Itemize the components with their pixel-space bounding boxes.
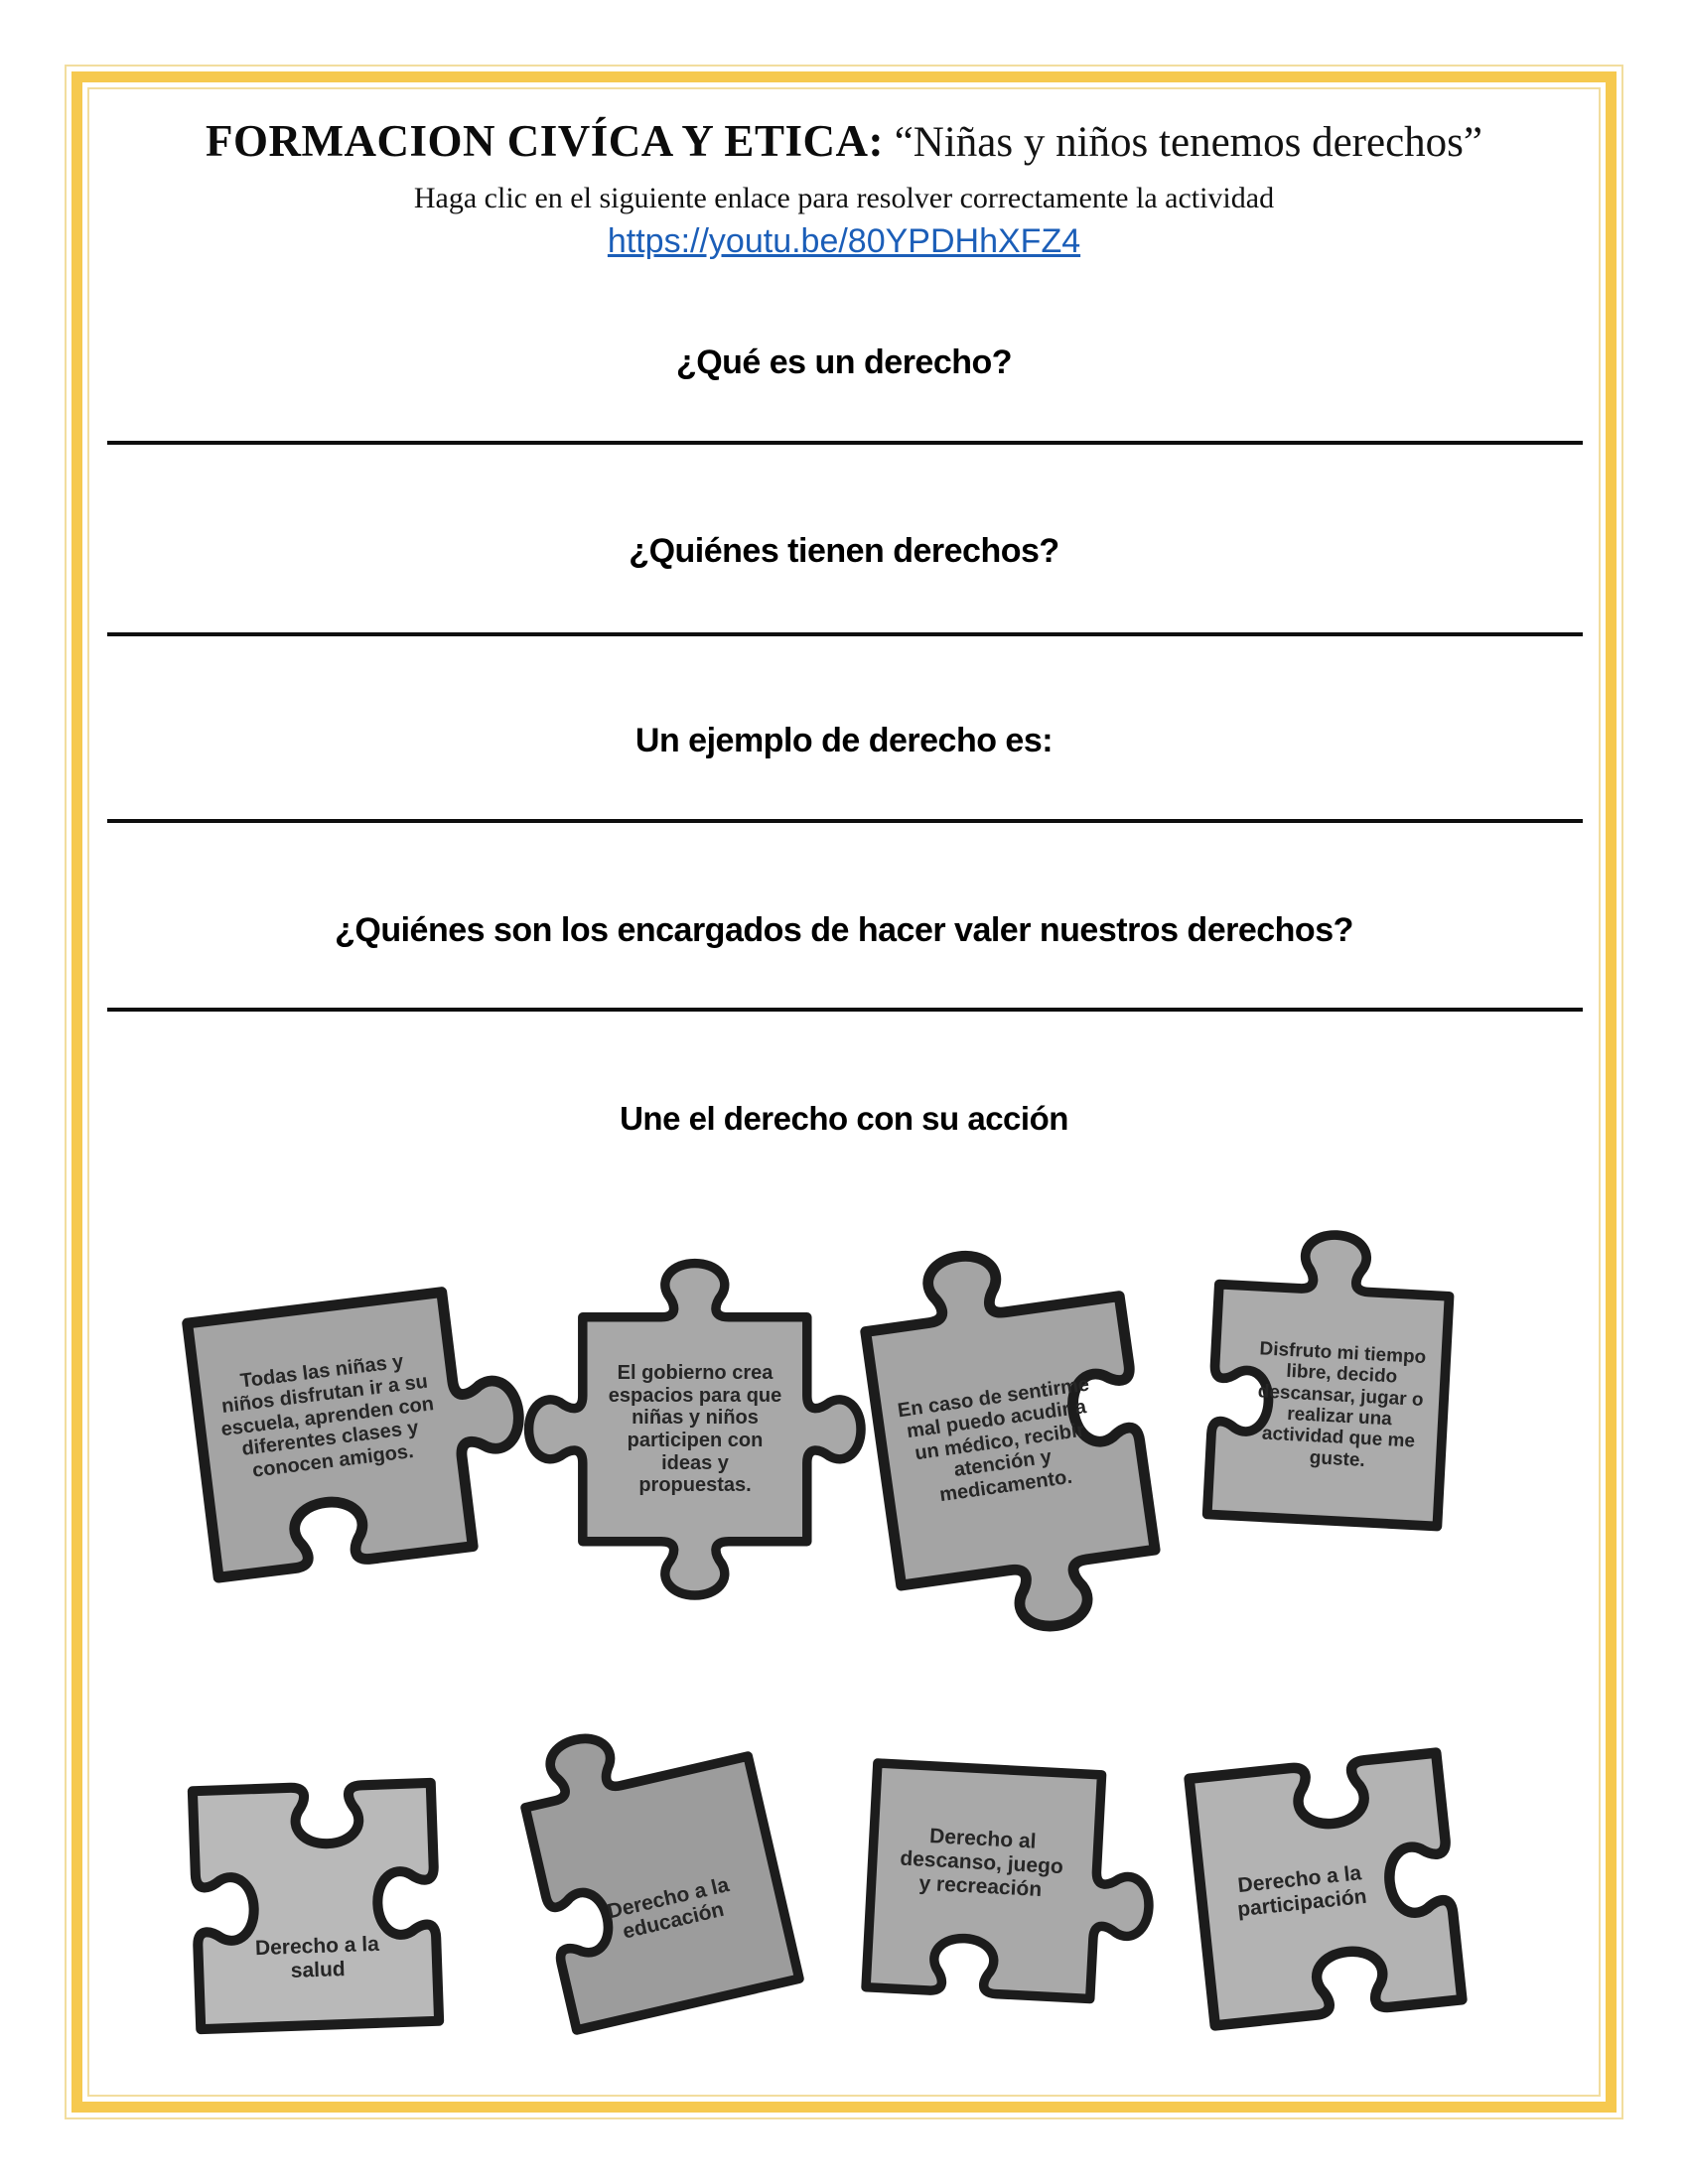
puzzle-piece-label: Disfruto mi tiempo libre, decido descansar, jugar o realizar una actividad que me guste.: [1257, 1337, 1427, 1471]
puzzle-piece-right-3[interactable]: [866, 1763, 1102, 1999]
puzzle-piece-action-2[interactable]: [583, 1317, 807, 1542]
question-4: ¿Quiénes son los encargados de hacer valer nuestros derechos?: [335, 911, 1353, 949]
puzzle-piece-right-4[interactable]: [1190, 1753, 1463, 2026]
puzzle-piece-label: Derecho a la salud: [254, 1932, 380, 1982]
click-instruction-text: Haga clic en el siguiente enlace para resolver correctamente la actividad: [413, 182, 1275, 214]
question-1: ¿Qué es un derecho?: [675, 343, 1013, 381]
puzzle-piece-label: Derecho a la participación: [1236, 1861, 1368, 1922]
matching-instruction: Une el derecho con su acción: [620, 1100, 1068, 1137]
puzzle-piece-right-2[interactable]: [525, 1756, 799, 2030]
puzzle-piece-action-1[interactable]: [187, 1292, 473, 1577]
video-link[interactable]: https://youtu.be/80YPDHhXFZ4: [607, 222, 1081, 260]
puzzle-piece-right-1[interactable]: [193, 1783, 439, 2029]
title-subject: FORMACION CIVÍCA Y ETICA:: [206, 116, 884, 166]
puzzle-piece-action-3[interactable]: [865, 1296, 1154, 1584]
puzzle-piece-label: Derecho a la educación: [605, 1872, 732, 1944]
question-3: Un ejemplo de derecho es:: [634, 722, 1054, 759]
question-2: ¿Quiénes tienen derechos?: [629, 532, 1059, 570]
puzzle-piece-label: Derecho al descanso, juego y recreación: [899, 1825, 1064, 1901]
puzzle-piece-label: El gobierno crea espacios para que niñas y niños participen con ideas y propuestas.: [608, 1362, 782, 1497]
puzzle-piece-action-4[interactable]: [1207, 1285, 1450, 1527]
puzzle-piece-label: En caso de sentirme mal puedo acudir a un médico, recibir atención y medicamento.: [896, 1372, 1091, 1507]
puzzle-piece-label: Todas las niñas y niños disfrutan ir a su escuela, aprenden con diferentes clases y conocen amigos.: [219, 1350, 436, 1482]
title-topic: “Niñas y niños tenemos derechos”: [883, 119, 1482, 166]
